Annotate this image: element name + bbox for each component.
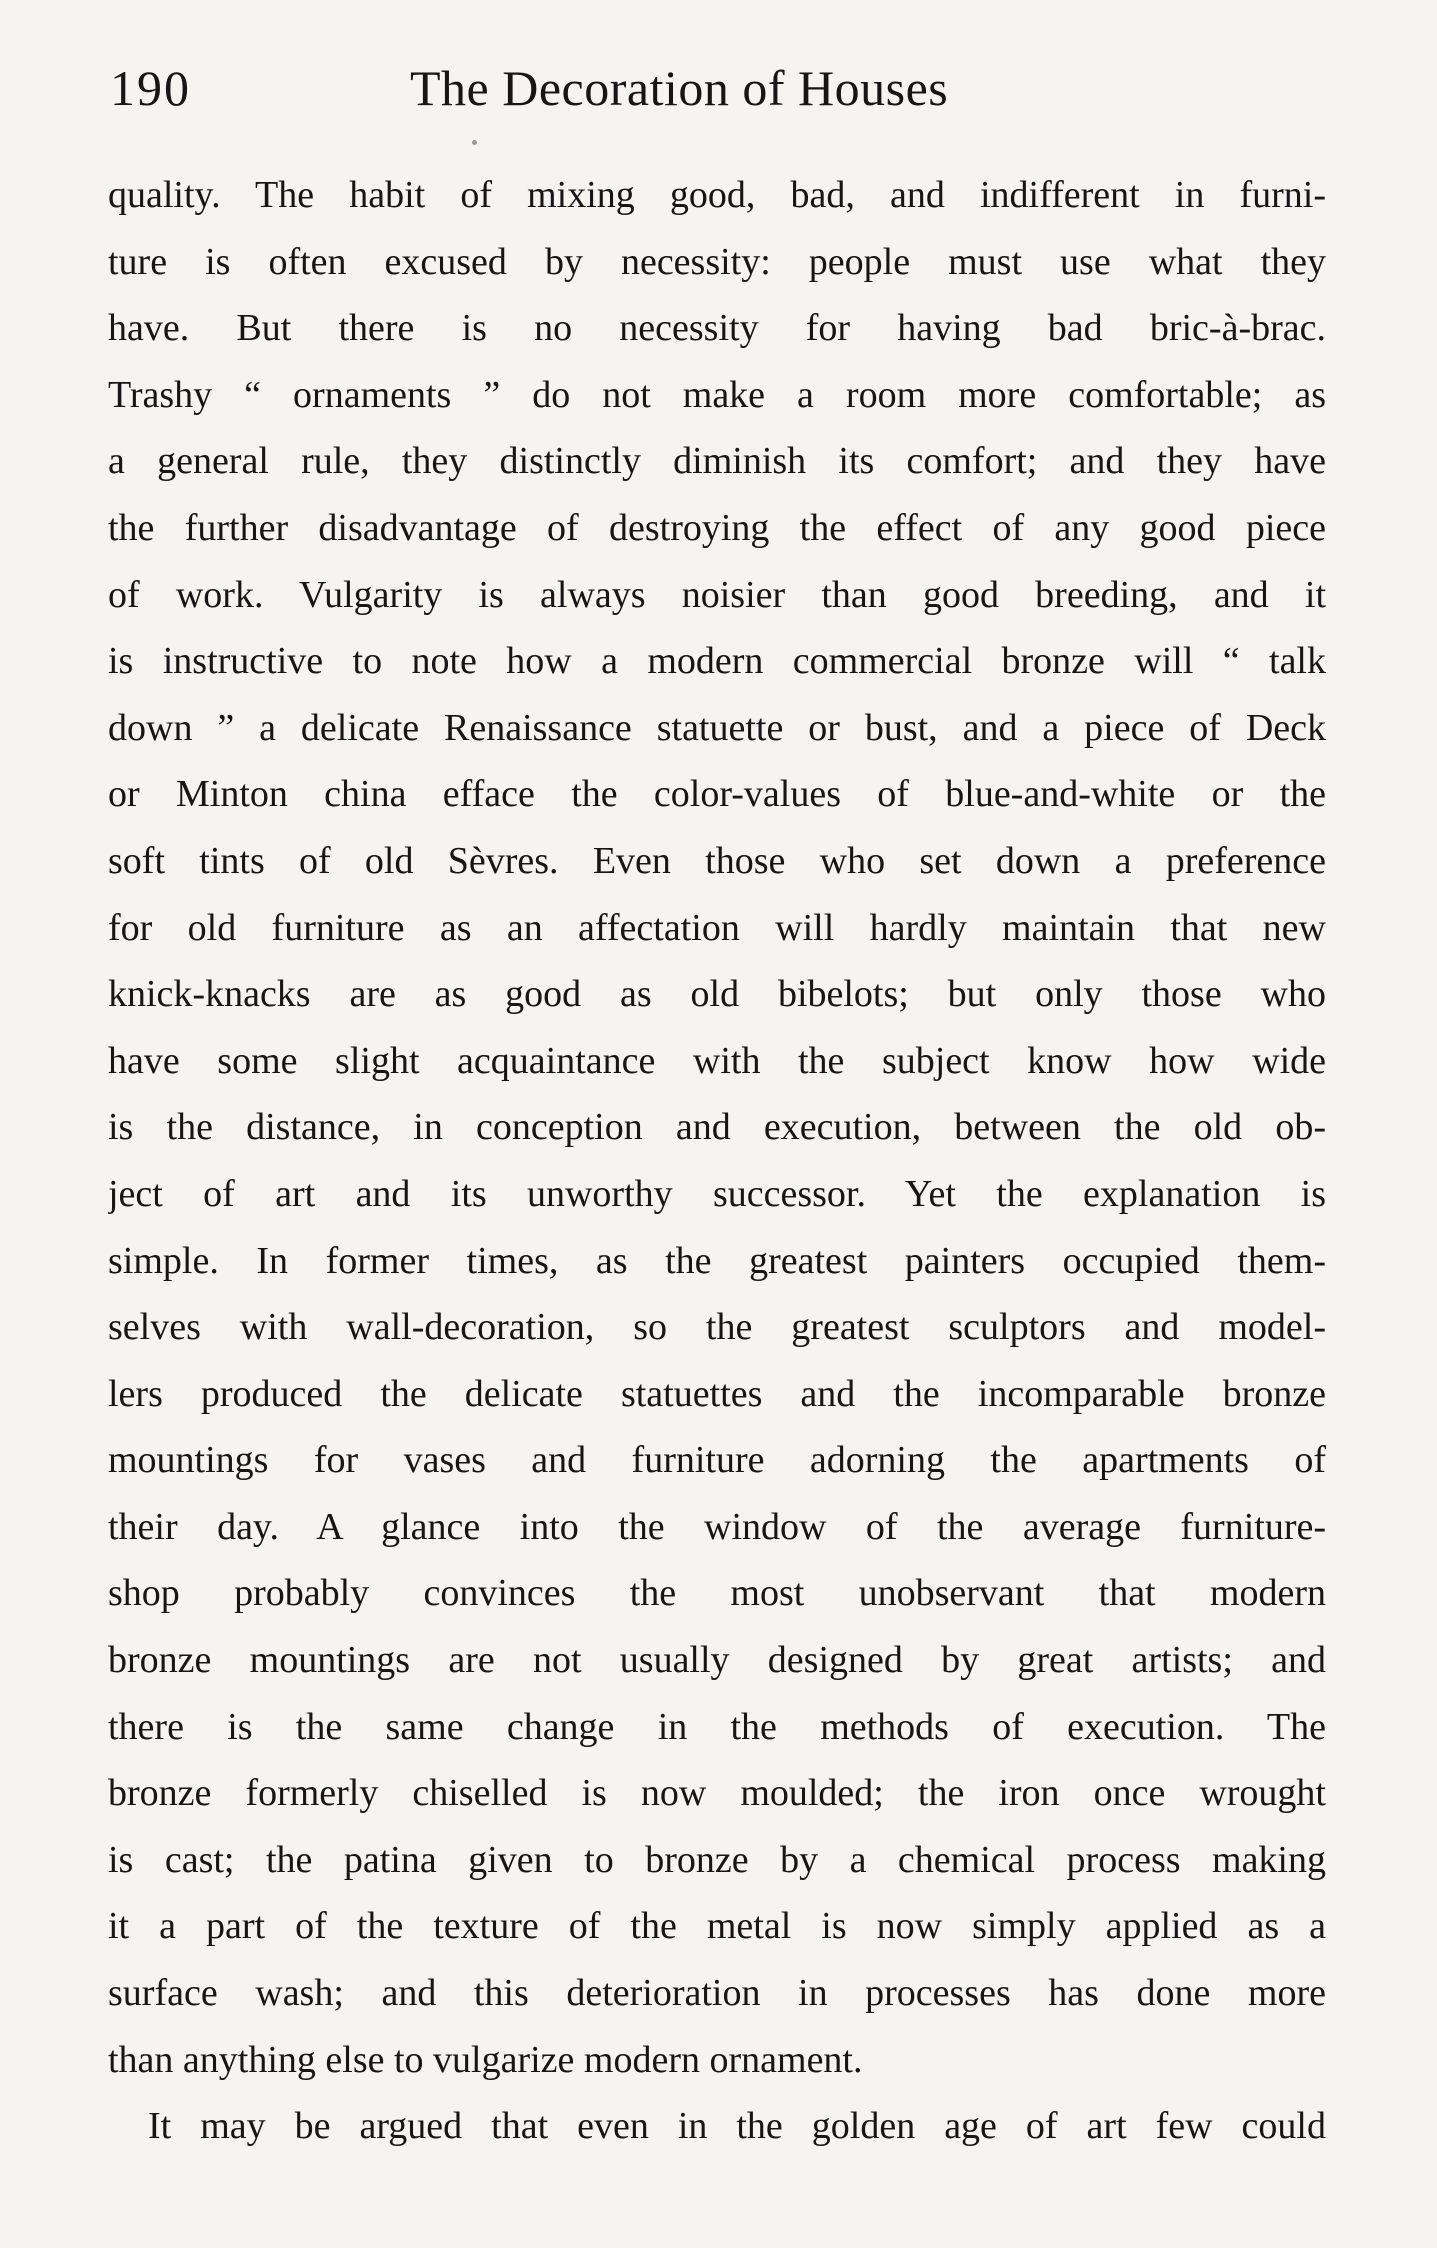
text-line: have. But there is no necessity for having bad bric-à-brac.	[108, 307, 1326, 350]
text-line: it a part of the texture of the metal is now simply applied as a	[108, 1905, 1326, 1948]
text-line: bronze formerly chiselled is now moulded; the iron once wrought	[108, 1772, 1326, 1815]
text-line: is the distance, in conception and execution, between the old ob-	[108, 1106, 1326, 1149]
text-line: simple. In former times, as the greatest painters occupied them-	[108, 1239, 1326, 1282]
text-line: surface wash; and this deterioration in processes has done more	[108, 1972, 1326, 2015]
page-number: 190	[110, 60, 191, 116]
text-line: have some slight acquaintance with the subject know how wide	[108, 1039, 1326, 1082]
text-line: shop probably convinces the most unobservant that modern	[108, 1572, 1326, 1615]
text-line: there is the same change in the methods of execution. The	[108, 1705, 1326, 1748]
text-line: is cast; the patina given to bronze by a chemical process making	[108, 1838, 1326, 1881]
text-line: lers produced the delicate statuettes and the incomparable bronze	[108, 1372, 1326, 1415]
paragraph-start-line: It may be argued that even in the golden age of art few could	[148, 2105, 1326, 2148]
text-line: the further disadvantage of destroying the effect of any good piece	[108, 506, 1326, 549]
text-line: for old furniture as an affectation will hardly maintain that new	[108, 906, 1326, 949]
text-line: a general rule, they distinctly diminish its comfort; and they have	[108, 440, 1326, 483]
text-line: of work. Vulgarity is always noisier than good breeding, and it	[108, 573, 1326, 616]
text-line: quality. The habit of mixing good, bad, and indifferent in furni-	[108, 174, 1326, 216]
text-line: selves with wall-decoration, so the greatest sculptors and model-	[108, 1306, 1326, 1349]
text-line: soft tints of old Sèvres. Even those who set down a preference	[108, 839, 1326, 882]
text-line: bronze mountings are not usually designed by great artists; and	[108, 1639, 1326, 1682]
running-head: The Decoration of Houses	[410, 60, 949, 116]
text-line: knick-knacks are as good as old bibelots; but only those who	[108, 973, 1326, 1016]
text-line: ture is often excused by necessity: people must use what they	[108, 240, 1326, 283]
text-line: their day. A glance into the window of the average furniture-	[108, 1505, 1326, 1548]
text-line: Trashy “ ornaments ” do not make a room more comfortable; as	[108, 373, 1326, 416]
text-line: is instructive to note how a modern commercial bronze will “ talk	[108, 640, 1326, 683]
text-line: mountings for vases and furniture adorning the apartments of	[108, 1439, 1326, 1482]
text-line: down ” a delicate Renaissance statuette or bust, and a piece of Deck	[108, 706, 1326, 749]
ink-speck	[472, 140, 477, 145]
paragraph-end-line: than anything else to vulgarize modern ornament.	[108, 2038, 863, 2081]
text-line: ject of art and its unworthy successor. Yet the explanation is	[108, 1172, 1326, 1215]
body-text	[108, 162, 1326, 2160]
text-line: or Minton china efface the color-values of blue-and-white or the	[108, 773, 1326, 816]
